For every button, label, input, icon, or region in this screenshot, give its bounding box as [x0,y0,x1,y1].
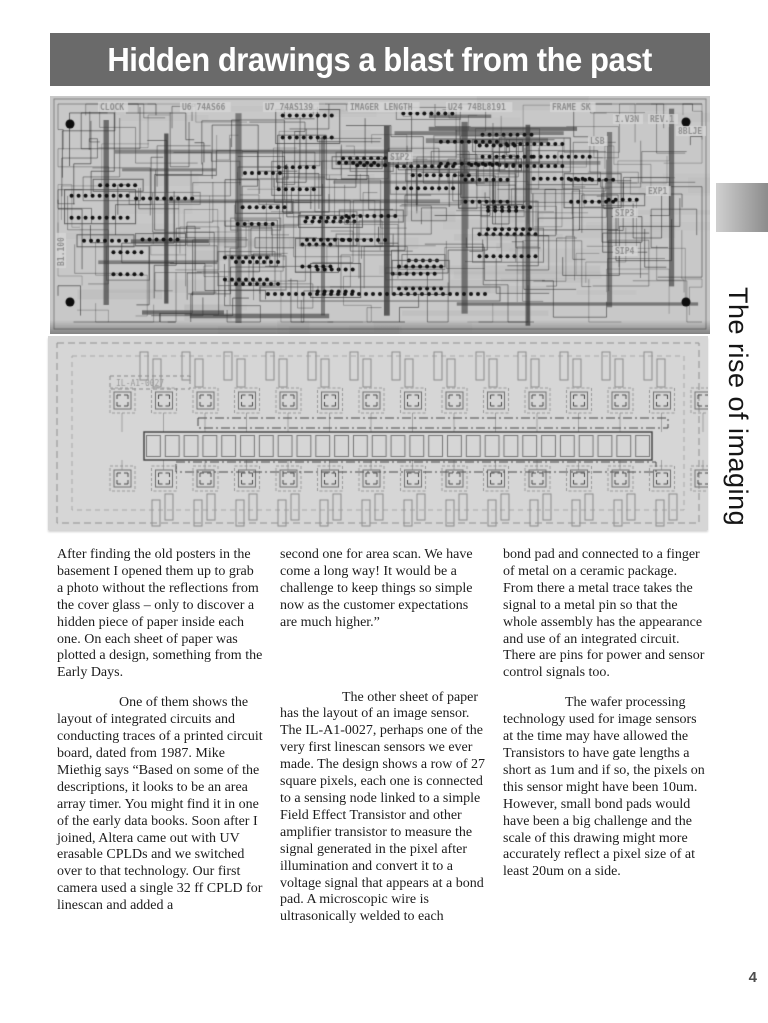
paragraph: The wafer processing technology used for image sensors at the time may have allowed the Transistors to have gate lengths a short as 1um and if so, the pixels on this sensor might have been 10um. However, small bond pads would have been a big challenge and the scale of this drawing might more accurately reflect a pixel size of at least 20um on a side. [503,695,705,880]
page-number: 4 [748,969,757,986]
article-columns [57,547,709,926]
article-column-3 [503,547,709,926]
paragraph: One of them shows the layout of integrated circuits and conducting traces of a printed circuit board, dated from 1987. Mike Miethig says “Based on some of the descriptions, it looks to be an area array timer. You might find it in one of the early data books. Soon after I joined, Altera came out with UV erasable CPLDs and we switched over to that technology. Our first camera used a single 32 ff CPLD for linescan and added a [57,695,263,914]
sidebar-vertical-title: The rise of imaging [723,287,753,527]
page-title: Hidden drawings a blast from the past [107,40,653,78]
sidebar-accent-square [716,183,768,232]
pcb-plot-figure [50,96,710,334]
paragraph: second one for area scan. We have come a long way! It would be a challenge to keep things so simple now as the customer expectations are much higher.” [280,547,473,630]
article-column-2 [280,547,486,926]
sensor-layout-figure [48,336,708,530]
paragraph: bond pad and connected to a finger of metal on a ceramic package. From there a metal trace takes the signal to a metal pin so that the whole assembly has the appearance and use of an integrated circuit. There are pins for power and sensor control signals too. [503,547,705,681]
header-banner [50,33,710,86]
paragraph: The other sheet of paper has the layout of an image sensor. The IL-A1-0027, perhaps one of the very first linescan sensors we ever made. The design shows a row of 27 square pixels, each one is connected to a sensing node linked to a simple Field Effect Transistor and other amplifier transistor to measure the signal generated in the pixel after illumination and convert it to a voltage signal that appears at a bond pad. A microscopic wire is ultrasonically welded to each [280,689,486,925]
article-column-1 [57,547,263,926]
paragraph: After finding the old posters in the basement I opened them up to grab a photo without the reflections from the cover glass – only to discover a hidden piece of paper inside each one. On each sheet of paper was plotted a design, something from the Early Days. [57,547,263,681]
